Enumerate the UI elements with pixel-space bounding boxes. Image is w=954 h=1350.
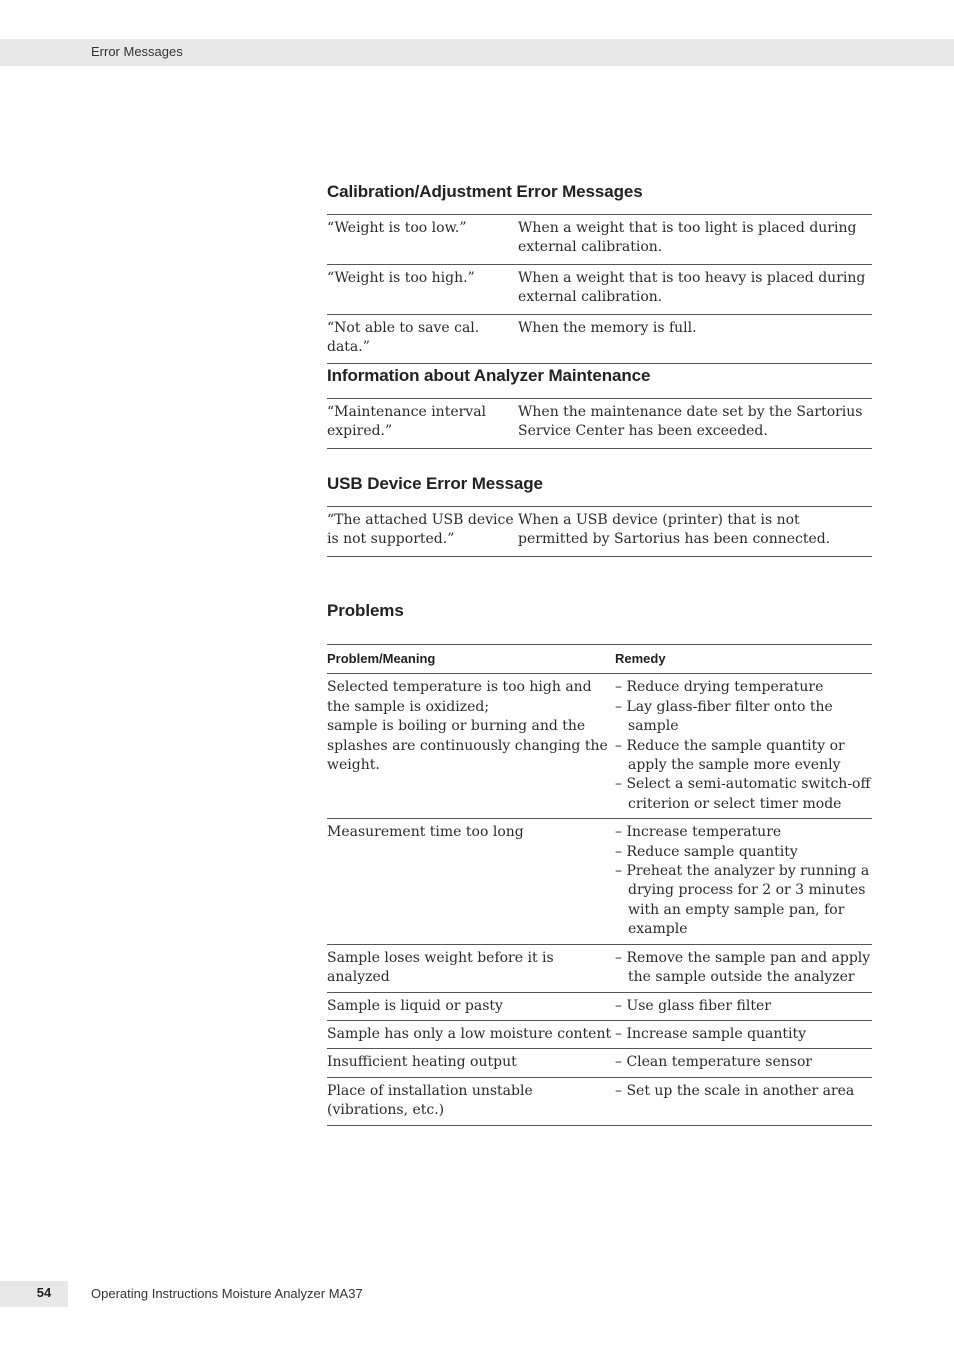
table-row <box>327 507 872 557</box>
remedy-item: – Increase sample quantity <box>615 1025 807 1042</box>
running-footer: Operating Instructions Moisture Analyzer MA37 <box>91 1286 363 1301</box>
table-row <box>327 215 872 265</box>
problem-cell <box>327 1049 615 1077</box>
remedy-item: – Lay glass-fiber filter onto the sample <box>615 698 833 735</box>
maintenance-table <box>327 398 872 449</box>
calibration-title: Calibration/Adjustment Error Messages <box>327 182 643 201</box>
remedy-item: – Increase temperature <box>615 824 782 841</box>
problem-cell <box>327 992 615 1020</box>
table-row <box>327 819 872 944</box>
remedy-item: – Set up the scale in another area <box>615 1082 855 1099</box>
problem-text: Sample has only a low moisture content <box>327 1025 612 1042</box>
table-row <box>327 992 872 1020</box>
remedy-cell <box>615 1020 872 1048</box>
remedy-item: – Remove the sample pan and apply the sample outside the analyzer <box>615 949 871 986</box>
usb-section <box>327 474 872 557</box>
remedy-cell <box>615 819 872 944</box>
problem-text: sample is boiling or burning and the splashes are continuously changing the weight. <box>327 718 608 774</box>
problems-table <box>327 644 872 1126</box>
maintenance-section <box>327 366 872 449</box>
problem-text: Insufficient heating output <box>327 1054 517 1071</box>
remedy-item: – Preheat the analyzer by running a drying process for 2 or 3 minutes with an empty sample pan, for example <box>615 863 870 938</box>
usb-table <box>327 506 872 557</box>
table-row <box>327 1020 872 1048</box>
table-row <box>327 1077 872 1125</box>
problem-cell <box>327 944 615 992</box>
table-row <box>327 1049 872 1077</box>
error-meaning: When the maintenance date set by the Sartorius Service Center has been exceeded. <box>518 399 872 449</box>
remedy-item: – Reduce drying temperature <box>615 679 824 696</box>
column-header-problem: Problem/Meaning <box>327 645 615 674</box>
usb-title: USB Device Error Message <box>327 474 543 493</box>
remedy-item: – Reduce the sample quantity or apply the sample more evenly <box>615 737 845 774</box>
remedy-cell <box>615 1077 872 1125</box>
error-message: “The attached USB device is not supported.” <box>327 507 518 557</box>
error-meaning: When the memory is full. <box>518 314 872 364</box>
problems-title: Problems <box>327 601 404 620</box>
error-message: “Maintenance interval expired.” <box>327 399 518 449</box>
error-message: “Weight is too high.” <box>327 264 518 314</box>
error-message: “Weight is too low.” <box>327 215 518 265</box>
table-row <box>327 399 872 449</box>
table-row <box>327 264 872 314</box>
problem-text: Place of installation unstable (vibrations, etc.) <box>327 1082 533 1119</box>
problem-text: Sample is liquid or pasty <box>327 997 503 1014</box>
error-meaning: When a weight that is too light is placed during external calibration. <box>518 215 872 265</box>
problem-text: Sample loses weight before it is analyzed <box>327 949 554 986</box>
problem-text: Measurement time too long <box>327 824 524 841</box>
table-row <box>327 314 872 364</box>
calibration-table <box>327 214 872 364</box>
maintenance-title: Information about Analyzer Maintenance <box>327 366 651 385</box>
problems-section <box>327 601 872 1126</box>
remedy-item: – Reduce sample quantity <box>615 843 798 860</box>
problem-cell <box>327 1020 615 1048</box>
remedy-item: – Clean temperature sensor <box>615 1054 813 1071</box>
table-row <box>327 944 872 992</box>
remedy-item: – Use glass fiber filter <box>615 997 771 1014</box>
remedy-cell <box>615 992 872 1020</box>
problem-cell <box>327 674 615 819</box>
page-number: 54 <box>36 1285 52 1300</box>
remedy-cell <box>615 674 872 819</box>
calibration-section <box>327 182 872 364</box>
remedy-cell <box>615 944 872 992</box>
running-header: Error Messages <box>91 44 183 59</box>
remedy-item: – Select a semi-automatic switch-off criterion or select timer mode <box>615 776 871 812</box>
error-message: “Not able to save cal. data.” <box>327 314 518 364</box>
problems-header-row <box>327 645 872 674</box>
table-row <box>327 674 872 819</box>
error-meaning: When a weight that is too heavy is placed during external calibration. <box>518 264 872 314</box>
error-meaning: When a USB device (printer) that is not permitted by Sartorius has been connected. <box>518 507 872 557</box>
remedy-cell <box>615 1049 872 1077</box>
column-header-remedy: Remedy <box>615 645 872 674</box>
problem-cell <box>327 1077 615 1125</box>
problem-text: Selected temperature is too high and the sample is oxidized; <box>327 679 592 715</box>
problem-cell <box>327 819 615 944</box>
